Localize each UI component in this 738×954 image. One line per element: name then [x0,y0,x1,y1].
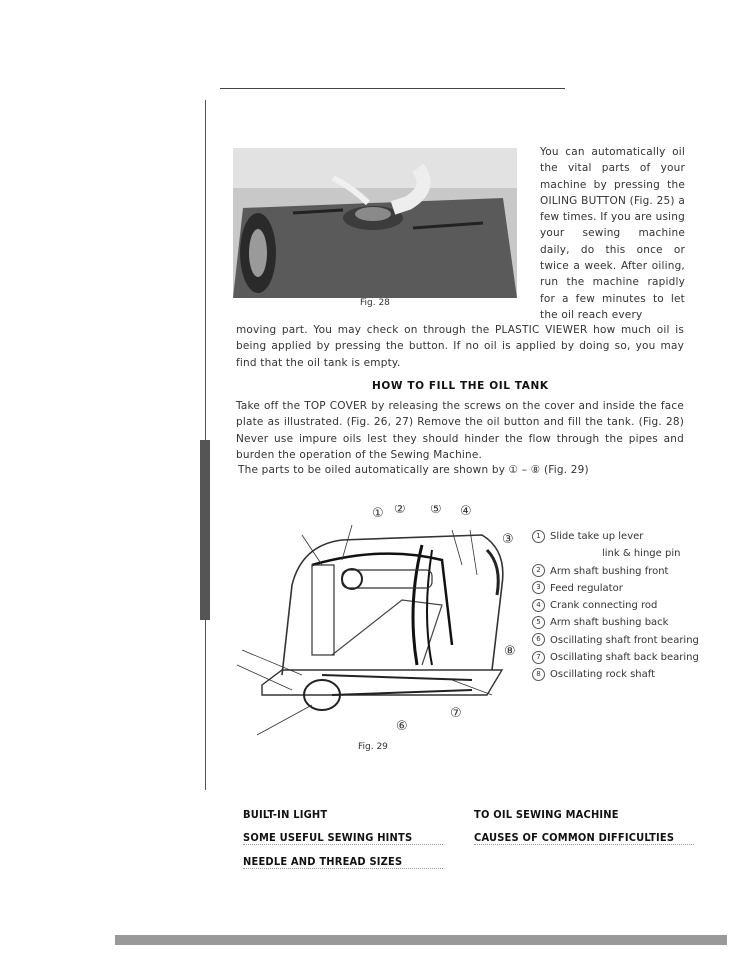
legend-sublabel: link & hinge pin [602,548,681,560]
legend-number: 8 [532,668,545,681]
callout-7: ⑦ [450,706,462,721]
callout-3: ③ [502,532,514,547]
callout-5: ⑤ [430,505,442,517]
legend-label: Feed regulator [550,582,623,594]
legend-item-2 [532,563,699,580]
legend-label: Arm shaft bushing back [550,617,669,629]
oiling-intro-text [540,144,685,323]
callout-2: ② [394,505,406,517]
callout-4: ④ [460,505,472,519]
legend-item-5 [532,614,699,631]
legend-label: Oscillating rock shaft [550,669,656,681]
legend-number: 1 [532,530,545,543]
legend-label: Arm shaft bushing front [550,565,669,577]
legend-number: 3 [532,581,545,594]
legend-number: 5 [532,616,545,629]
after-oiling-start: After oiling, run the machine rapidly for a few minutes to let the oil reach every [540,260,685,321]
legend-item-6 [532,632,699,649]
legend-number: 7 [532,651,545,664]
intro-paragraph: You can automatically oil the vital parts of your machine by pressing the OILING BUTTON (Fig. 25) a few times. [540,146,685,224]
diagram-caption: Fig. 29 [358,742,388,752]
binding-edge [200,440,210,620]
legend-number: 4 [532,599,545,612]
legend-item-1 [532,528,699,545]
sewing-machine-diagram [232,505,522,745]
daily-use-paragraph: If you are using your sewing machine daily, do this once or twice a week. [540,211,685,273]
toc-some-useful-sewing-hints[interactable]: SOME USEFUL SEWING HINTS [243,831,443,845]
toc-to-oil-sewing-machine[interactable]: TO OIL SEWING MACHINE [474,808,619,821]
legend-label: Oscillating shaft back bearing [550,652,699,664]
after-oiling-continued: moving part. You may check on through the PLASTIC VIEWER how much oil is being applied by pressing the button. If no oil is applied by doing so, you may find that the oil tank is empty. [236,324,684,369]
legend-label: Crank connecting rod [550,600,658,612]
callout-8: ⑧ [504,644,516,659]
oiling-photo-drawing [233,148,517,298]
legend-label: Slide take up lever [550,531,644,542]
fill-tank-paragraph: Take off the TOP COVER by releasing the screws on the cover and inside the face plate as illustrated. (Fig. 26, 27) Remove the oil button and fill the tank. (Fig. 28) Never use impure oils lest they should hinder the flow through the pipes and burden the operation of the Sewing Machine. [236,400,684,461]
legend-item-4 [532,597,699,614]
legend-item-1-sub [532,545,699,562]
legend-label: Oscillating shaft front bearing [550,634,699,646]
sewing-machine-drawing [232,505,522,745]
page-bottom-edge [115,935,727,945]
callout-6: ⑥ [396,719,408,734]
toc-built-in-light[interactable]: BUILT-IN LIGHT [243,808,328,821]
toc-needle-and-thread-sizes[interactable]: NEEDLE AND THREAD SIZES [243,855,443,869]
legend-item-3 [532,580,699,597]
oiling-photo [233,148,517,298]
photo-caption: Fig. 28 [360,298,390,308]
legend-number: 2 [532,564,545,577]
top-rule [220,88,565,89]
legend-item-7 [532,649,699,666]
parts-legend [532,528,699,684]
callout-1: ① [372,506,384,521]
toc-causes-of-common-difficulties[interactable]: CAUSES OF COMMON DIFFICULTIES [474,831,694,845]
section-heading: HOW TO FILL THE OIL TANK [372,380,549,392]
parts-line: The parts to be oiled automatically are shown by ① – ⑧ (Fig. 29) [238,464,589,476]
legend-number: 6 [532,633,545,646]
legend-item-8 [532,666,699,683]
